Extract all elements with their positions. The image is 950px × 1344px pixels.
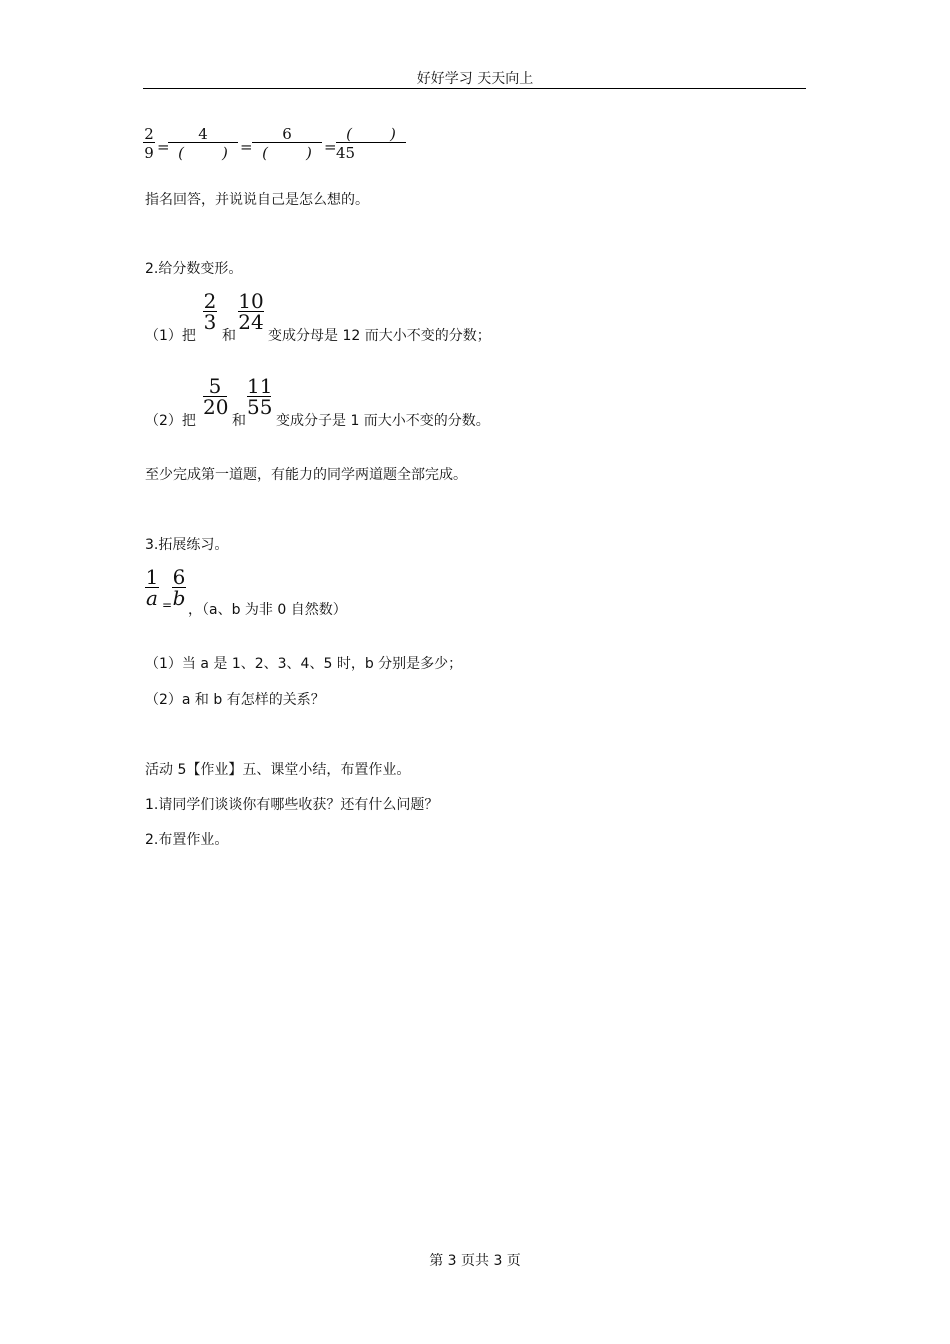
fraction-6-b (172, 567, 186, 608)
denominator-blank: ( ) (178, 144, 228, 162)
fraction-2-9 (143, 127, 155, 161)
numerator: 4 (198, 125, 208, 143)
page-number: 第 3 页共 3 页 (429, 1253, 521, 1269)
item-prefix: （1）把 (145, 328, 196, 344)
denominator-blank: ( ) (262, 144, 312, 162)
item-suffix: 变成分子是 1 而大小不变的分数。 (276, 413, 490, 429)
section-title: 3.拓展练习。 (145, 537, 229, 553)
fraction-blank-45 (336, 127, 406, 161)
fraction-1-a (145, 567, 159, 608)
fraction-11-55 (247, 376, 271, 417)
item-suffix: 变成分母是 12 而大小不变的分数； (268, 328, 491, 344)
denominator: 45 (336, 144, 356, 162)
fraction-6-blank (252, 127, 322, 161)
question-2: （2）a 和 b 有怎样的关系？ (145, 692, 325, 708)
numerator: 5 (208, 374, 222, 398)
header-divider (143, 88, 806, 89)
equals-sign: = (157, 138, 170, 156)
numerator-blank: ( ) (346, 125, 396, 143)
summary-item-1: 1.请同学们谈谈你有哪些收获？还有什么问题？ (145, 797, 439, 813)
numerator: 11 (247, 374, 273, 398)
numerator: 6 (282, 125, 292, 143)
and-text: 和 (232, 413, 246, 429)
numerator: 2 (203, 289, 217, 313)
question-1: （1）当 a 是 1、2、3、4、5 时，b 分别是多少； (145, 656, 463, 672)
fraction-2-3 (203, 291, 217, 332)
denominator: a (146, 586, 158, 610)
denominator: b (172, 586, 186, 610)
fraction-5-20 (203, 376, 227, 417)
denominator: 20 (203, 395, 229, 419)
fraction-4-blank (168, 127, 238, 161)
numerator: 10 (238, 289, 264, 313)
equals-sign: = (240, 138, 253, 156)
and-text: 和 (222, 328, 236, 344)
page-header-title: 好好学习 天天向上 (416, 71, 534, 87)
denominator: 24 (238, 310, 264, 334)
numerator: 6 (172, 565, 186, 589)
condition-text: ，（a、b 为非 0 自然数） (188, 602, 347, 618)
section-title: 2.给分数变形。 (145, 261, 243, 277)
activity-title: 活动 5【作业】五、课堂小结，布置作业。 (145, 762, 411, 778)
numerator: 2 (144, 125, 154, 143)
numerator: 1 (145, 565, 159, 589)
summary-item-2: 2.布置作业。 (145, 832, 229, 848)
denominator: 55 (247, 395, 273, 419)
equals-sign: = (324, 138, 337, 156)
note-text: 至少完成第一道题，有能力的同学两道题全部完成。 (145, 467, 467, 483)
fraction-10-24 (238, 291, 264, 332)
denominator: 3 (203, 310, 217, 334)
denominator: 9 (144, 144, 154, 162)
instruction-text: 指名回答，并说说自己是怎么想的。 (145, 192, 369, 208)
item-prefix: （2）把 (145, 413, 196, 429)
equals-sign: = (162, 598, 173, 612)
